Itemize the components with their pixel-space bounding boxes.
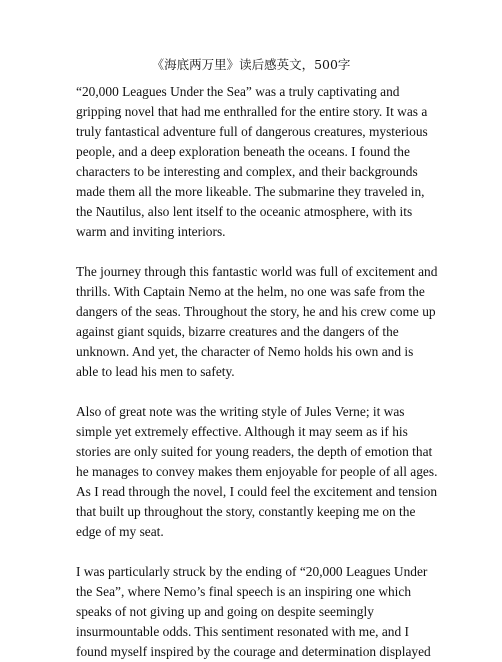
text-line: insurmountable odds. This sentiment resonated with me, and I [76,624,409,639]
text-line: The journey through this fantastic world was full of excitement and [76,264,438,279]
text-line: characters to be interesting and complex, and their backgrounds [76,164,418,179]
text-line: simple yet extremely effective. Although it may seem as if his [76,424,408,439]
paragraph-4 [76,562,430,662]
paragraph-spacer [76,542,430,562]
text-line: stories are only suited for young readers, the depth of emotion that [76,444,433,459]
text-line: that built up throughout the story, constantly keeping me on the [76,504,416,519]
text-line: able to lead his men to safety. [76,364,235,379]
paragraph-spacer [76,382,430,402]
text-line: found myself inspired by the courage and determination displayed [76,644,431,659]
text-line: dangers of the seas. Throughout the story, he and his crew come up [76,304,436,319]
text-line: he manages to convey makes them enjoyable for people of all ages. [76,464,438,479]
text-line: speaks of not giving up and going on despite seemingly [76,604,374,619]
text-line: truly fantastical adventure full of dangerous creatures, mysterious [76,124,428,139]
paragraph-spacer [76,242,430,262]
text-line: warm and inviting interiors. [76,224,226,239]
paragraph-1 [76,82,430,242]
text-line: I was particularly struck by the ending of “20,000 Leagues Under [76,564,428,579]
text-line: “20,000 Leagues Under the Sea” was a truly captivating and [76,84,400,99]
text-line: against giant squids, bizarre creatures and the dangers of the [76,324,399,339]
paragraph-3 [76,402,438,542]
text-line: Also of great note was the writing style of Jules Verne; it was [76,404,405,419]
text-line: people, and a deep exploration beneath the oceans. I found the [76,144,410,159]
text-line: the Nautilus, also lent itself to the oceanic atmosphere, with its [76,204,413,219]
text-line: made them all the more likeable. The submarine they traveled in, [76,184,425,199]
paragraph-2 [76,262,438,382]
text-line: thrills. With Captain Nemo at the helm, no one was safe from the [76,284,425,299]
text-line: the Sea”, where Nemo’s final speech is an inspiring one which [76,584,412,599]
text-line: unknown. And yet, the character of Nemo holds his own and is [76,344,414,359]
text-line: gripping novel that had me enthralled for the entire story. It was a [76,104,428,119]
document-body [76,82,438,662]
text-line: As I read through the novel, I could feel the excitement and tension [76,484,438,499]
document-title: 《海底两万里》读后感英文，500字 [151,57,351,72]
text-line: edge of my seat. [76,524,164,539]
